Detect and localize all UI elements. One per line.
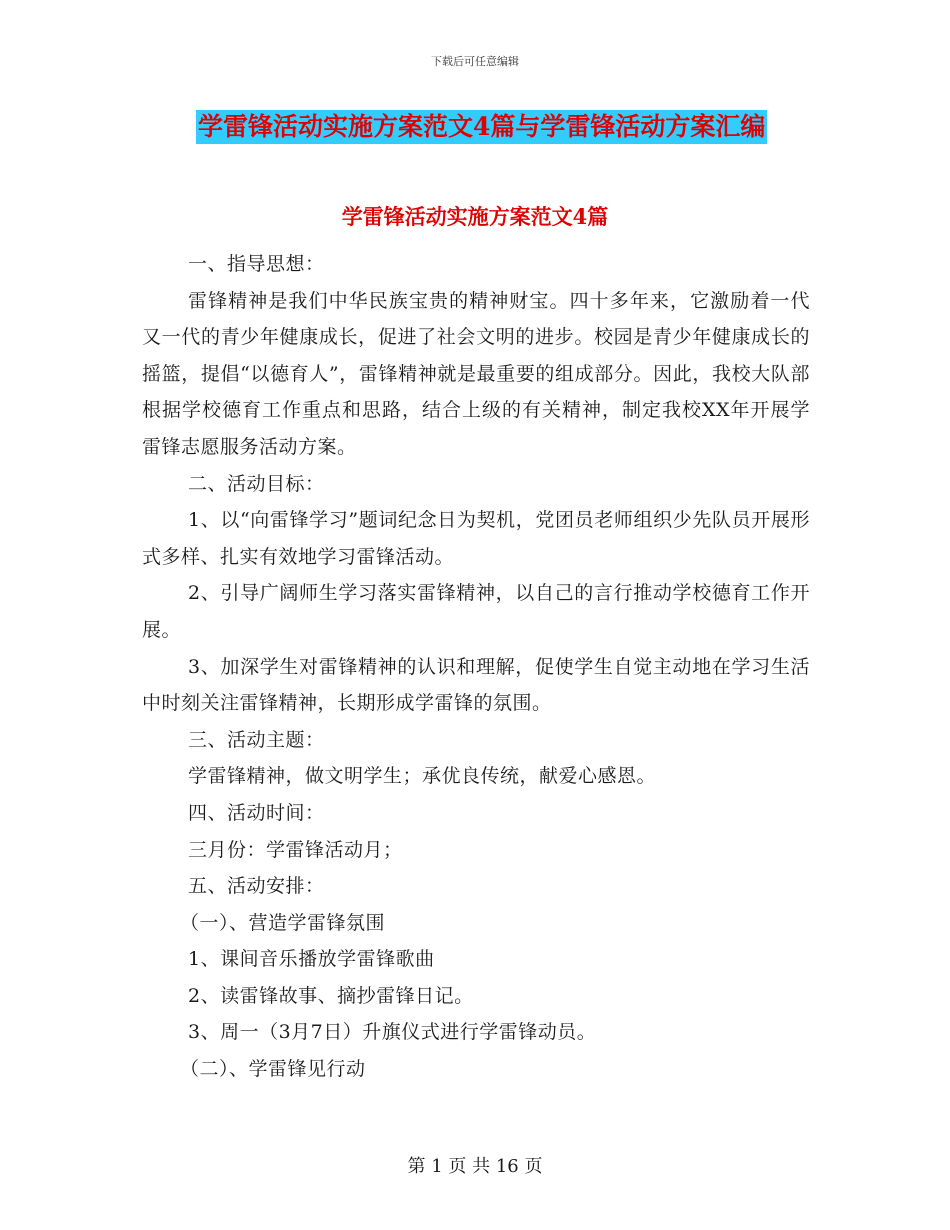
section-heading-goals: 二、活动目标： xyxy=(188,472,325,495)
download-note: 下载后可任意编辑 xyxy=(431,55,519,68)
arrangement-item-1: 1、课间音乐播放学雷锋歌曲 xyxy=(188,948,435,971)
paragraph-guiding-thought: 雷锋精神是我们中华民族宝贵的精神财宝。四十多年来，它激励着一代又一代的青少年健康成长，促进了社会文明的进步。校园是青少年健康成长的摇篮，提倡“以德育人”，雷锋精神就是最重要的组成部分。因此，我校大队部根据学校德育工作重点和思路，结合上级的有关精神，制定我校XX年开展学雷锋志愿服务活动方案。 xyxy=(142,289,810,458)
goal-item-3: 3、加深学生对雷锋精神的认识和理解，促使学生自觉主动地在学习生活中时刻关注雷锋精神，长期形成学雷锋的氛围。 xyxy=(142,655,810,715)
subsection-heading-action: （二）、学雷锋见行动 xyxy=(180,1058,366,1081)
section-heading-arrangement: 五、活动安排： xyxy=(188,875,325,898)
page-number: 第 1 页 共 16 页 xyxy=(407,1156,543,1177)
goal-item-1: 1、以“向雷锋学习”题词纪念日为契机，党团员老师组织少先队员开展形式多样、扎实有效地学习雷锋活动。 xyxy=(142,509,810,568)
document-body xyxy=(142,246,810,1088)
section-heading-time: 四、活动时间： xyxy=(188,801,325,824)
paragraph-time: 三月份：学雷锋活动月； xyxy=(188,838,403,861)
document-main-title: 学雷锋活动实施方案范文4篇与学雷锋活动方案汇编 xyxy=(196,110,767,144)
document-sub-title: 学雷锋活动实施方案范文4篇 xyxy=(341,204,609,229)
arrangement-item-3: 3、周一（3月7日）升旗仪式进行学雷锋动员。 xyxy=(188,1021,597,1044)
subsection-heading-atmosphere: （一）、营造学雷锋氛围 xyxy=(180,911,386,934)
section-heading-theme: 三、活动主题： xyxy=(188,728,325,751)
goal-item-2: 2、引导广阔师生学习落实雷锋精神，以自己的言行推动学校德育工作开展。 xyxy=(142,582,810,641)
arrangement-item-2: 2、读雷锋故事、摘抄雷锋日记。 xyxy=(188,984,474,1007)
section-heading-guiding-thought: 一、指导思想： xyxy=(188,253,325,275)
paragraph-theme: 学雷锋精神，做文明学生；承优良传统，献爱心感恩。 xyxy=(188,765,657,788)
